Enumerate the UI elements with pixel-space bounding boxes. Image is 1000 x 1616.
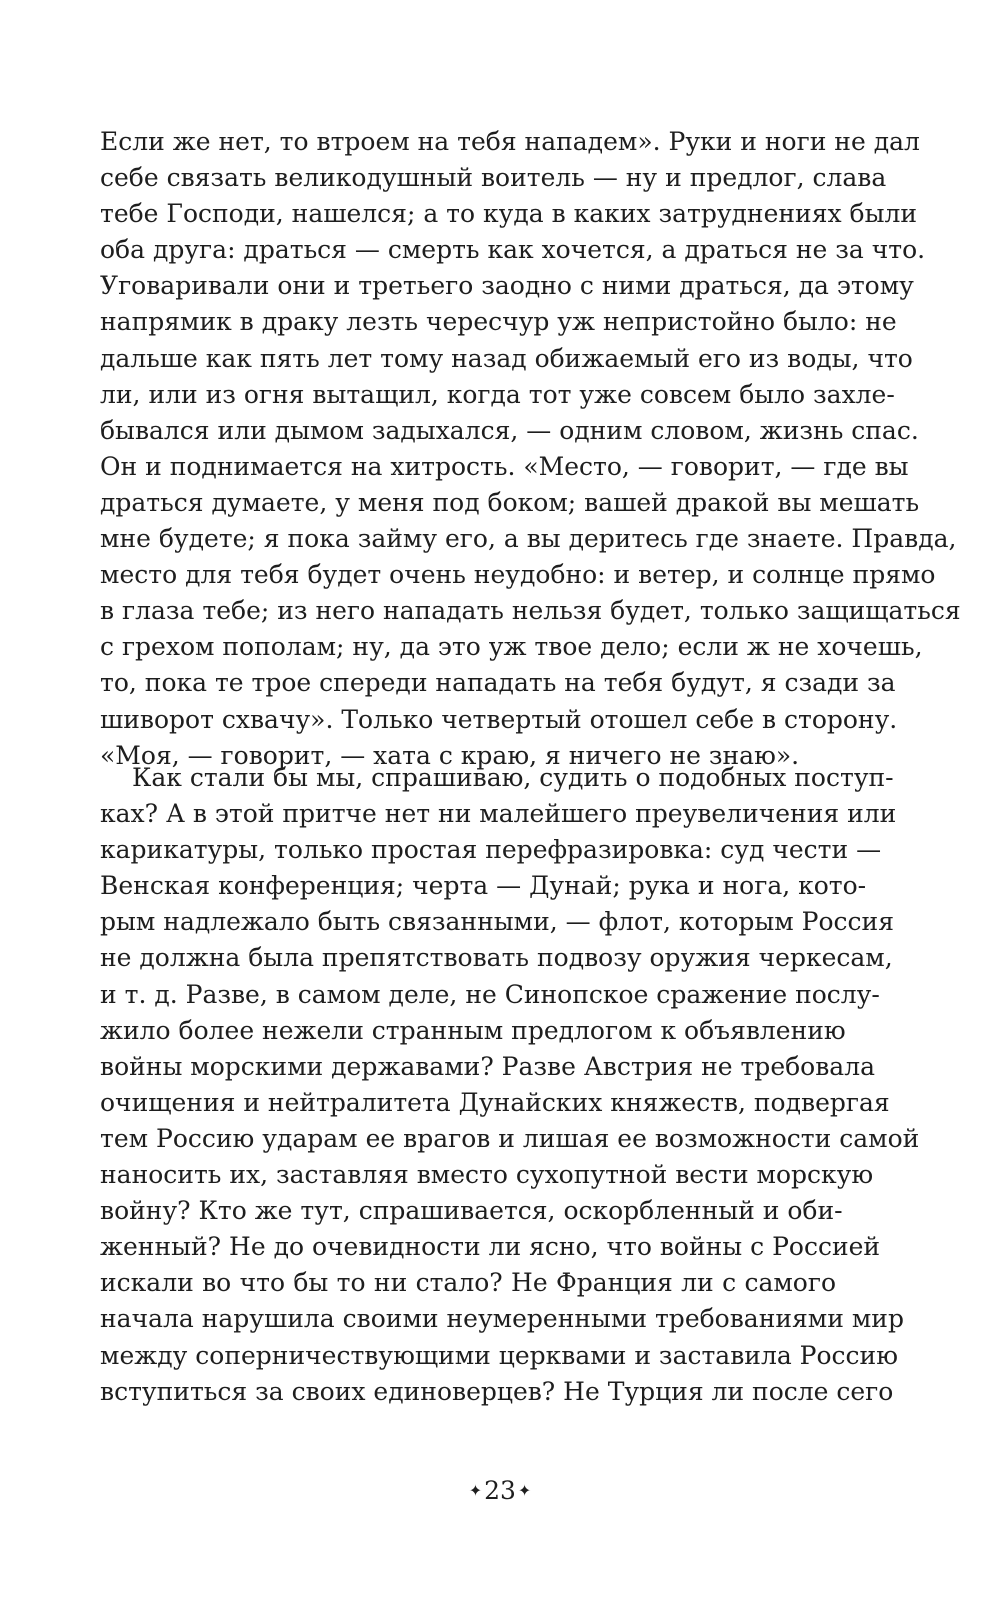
text-line: себе связать великодушный воитель — ну и предлог, слава	[100, 163, 887, 193]
text-line: в глаза тебе; из него нападать нельзя будет, только защищаться	[100, 596, 961, 626]
paragraph-2	[100, 760, 920, 1410]
text-line: Как стали бы мы, спрашиваю, судить о подобных поступ-	[132, 763, 894, 792]
text-line: шиворот схвачу». Только четвертый отошел себе в сторону.	[100, 704, 898, 734]
text-line: очищения и нейтралитета Дунайских княжеств, подвергая	[100, 1087, 890, 1117]
text-line: напрямик в драку лезть чересчур уж непристойно было: не	[100, 307, 897, 337]
text-line: вступиться за своих единоверцев? Не Турция ли после сего	[100, 1376, 894, 1406]
text-line: и т. д. Разве, в самом деле, не Синопское сражение послу-	[100, 979, 880, 1009]
text-line: войны морскими державами? Разве Австрия не требовала	[100, 1051, 875, 1081]
page-number-footer	[0, 1476, 1000, 1509]
text-line: драться думаете, у меня под боком; вашей дракой вы мешать	[100, 487, 920, 517]
text-line: рым надлежало быть связанными, — флот, которым Россия	[100, 907, 894, 937]
text-line: между соперничествующими церквами и заставила Россию	[100, 1340, 898, 1370]
text-line: Если же нет, то втроем на тебя нападем». Руки и ноги не дал	[100, 127, 920, 156]
text-line: начала нарушила своими неумеренными требованиями мир	[100, 1304, 904, 1334]
text-line: мне будете; я пока займу его, а вы деритесь где знаете. Правда,	[100, 524, 957, 554]
paragraph-1	[100, 124, 961, 774]
text-line: Он и поднимается на хитрость. «Место, — говорит, — где вы	[100, 451, 909, 481]
text-line: не должна была препятствовать подвозу оружия черкесам,	[100, 943, 893, 973]
text-line: ках? А в этой притче нет ни малейшего преувеличения или	[100, 799, 897, 829]
ornament-star-icon: ✦	[517, 1481, 532, 1500]
text-line: наносить их, заставляя вместо сухопутной вести морскую	[100, 1160, 874, 1190]
text-line: «Моя, — говорит, — хата с краю, я ничего не знаю».	[100, 740, 800, 770]
page-number: 23	[484, 1476, 516, 1505]
text-line: бывался или дымом задыхался, — одним словом, жизнь спас.	[100, 415, 919, 445]
text-line: карикатуры, только простая перефразировка: суд чести —	[100, 835, 882, 865]
text-line: жило более нежели странным предлогом к объявлению	[100, 1015, 846, 1045]
text-line: ли, или из огня вытащил, когда тот уже совсем было захле-	[100, 379, 895, 409]
text-line: тем Россию ударам ее врагов и лишая ее возможности самой	[100, 1123, 920, 1153]
text-line: Венская конференция; черта — Дунай; рука и нога, кото-	[100, 871, 867, 901]
text-line: место для тебя будет очень неудобно: и ветер, и солнце прямо	[100, 560, 936, 590]
text-line: то, пока те трое спереди нападать на тебя будут, я сзади за	[100, 668, 896, 698]
ornament-star-icon: ✦	[468, 1481, 483, 1500]
text-line: с грехом пополам; ну, да это уж твое дело; если ж не хочешь,	[100, 632, 923, 662]
text-line: дальше как пять лет тому назад обижаемый его из воды, что	[100, 343, 913, 373]
text-line: войну? Кто же тут, спрашивается, оскорбленный и оби-	[100, 1196, 843, 1226]
text-line: тебе Господи, нашелся; а то куда в каких затруднениях были	[100, 199, 918, 229]
text-line: оба друга: драться — смерть как хочется, а драться не за что.	[100, 235, 926, 265]
text-line: искали во что бы то ни стало? Не Франция ли с самого	[100, 1268, 836, 1298]
text-line: женный? Не до очевидности ли ясно, что войны с Россией	[100, 1232, 881, 1262]
text-line: Уговаривали они и третьего заодно с ними драться, да этому	[100, 271, 914, 301]
